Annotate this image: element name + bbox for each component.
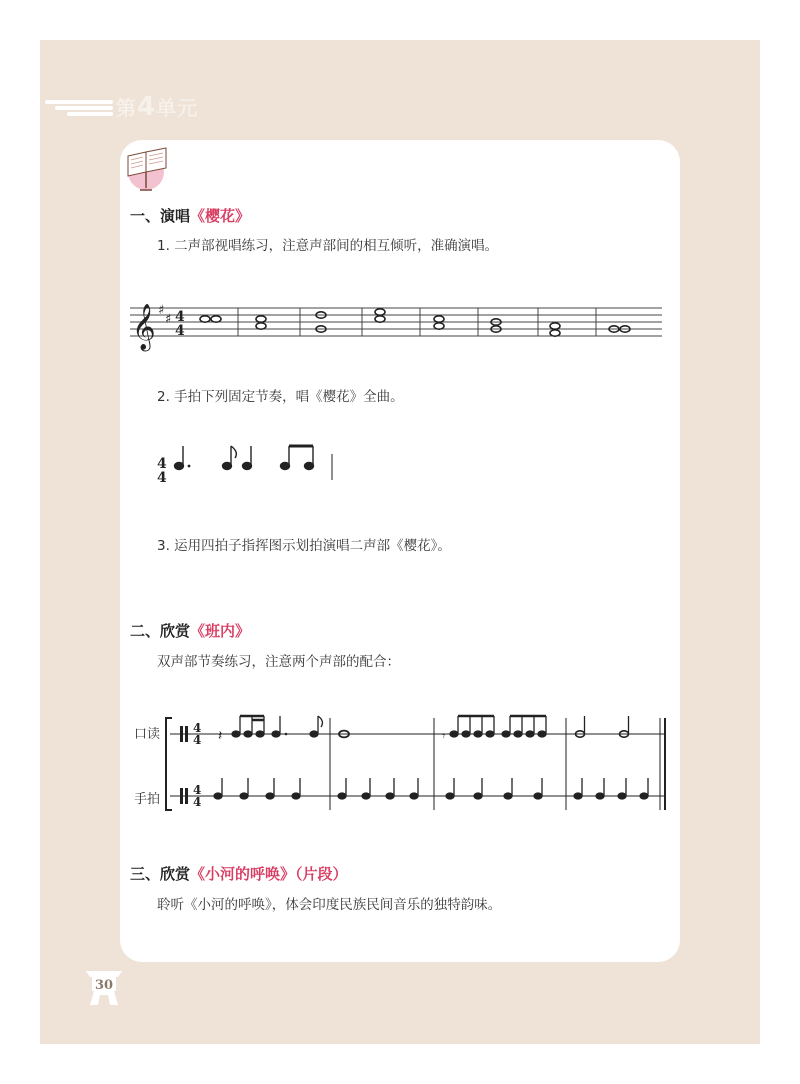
svg-text:4: 4	[157, 470, 167, 486]
section2-description: 双声部节奏练习，注意两个声部的配合：	[157, 654, 400, 670]
svg-text:𝄾: 𝄾	[442, 729, 446, 743]
section3-description: 聆听《小河的呼唤》，体会印度民族民间音乐的独特韵味。	[157, 897, 502, 913]
section1-title: 《樱花》	[190, 207, 251, 225]
section2-heading: 二、欣赏《班内》	[130, 622, 251, 640]
svg-text:𝄽: 𝄽	[218, 728, 223, 744]
section3-title: 《小河的呼唤》（片段）	[190, 865, 348, 883]
voice1-label: 口读	[134, 727, 161, 742]
fixed-rhythm	[155, 440, 355, 492]
page-number-badge	[82, 965, 126, 1009]
section1-item1: 1. 二声部视唱练习，注意声部间的相互倾听，准确演唱。	[157, 238, 499, 254]
two-part-staff	[130, 288, 670, 352]
svg-text:4: 4	[193, 733, 202, 747]
unit-title: 第4单元	[116, 92, 199, 122]
voice2-label: 手拍	[134, 792, 161, 807]
svg-text:4: 4	[193, 783, 202, 797]
svg-text:4: 4	[175, 309, 185, 325]
rhythm-score	[130, 710, 670, 820]
svg-text:♯: ♯	[158, 303, 165, 318]
page-number: 30	[94, 978, 114, 993]
svg-text:4: 4	[193, 721, 202, 735]
section3-heading: 三、欣赏《小河的呼唤》（片段）	[130, 865, 348, 883]
section1-item3: 3. 运用四拍子指挥图示划拍演唱二声部《樱花》。	[157, 538, 451, 554]
section1-heading: 一、演唱《樱花》	[130, 207, 251, 225]
svg-text:4: 4	[157, 456, 167, 472]
treble-clef: 𝄞	[132, 304, 156, 350]
svg-text:4: 4	[193, 795, 202, 809]
svg-text:♯: ♯	[165, 312, 172, 327]
section1-item2: 2. 手拍下列固定节奏，唱《樱花》全曲。	[157, 389, 404, 405]
section2-title: 《班内》	[190, 622, 251, 640]
book-icon	[124, 142, 172, 192]
svg-text:4: 4	[175, 323, 185, 339]
